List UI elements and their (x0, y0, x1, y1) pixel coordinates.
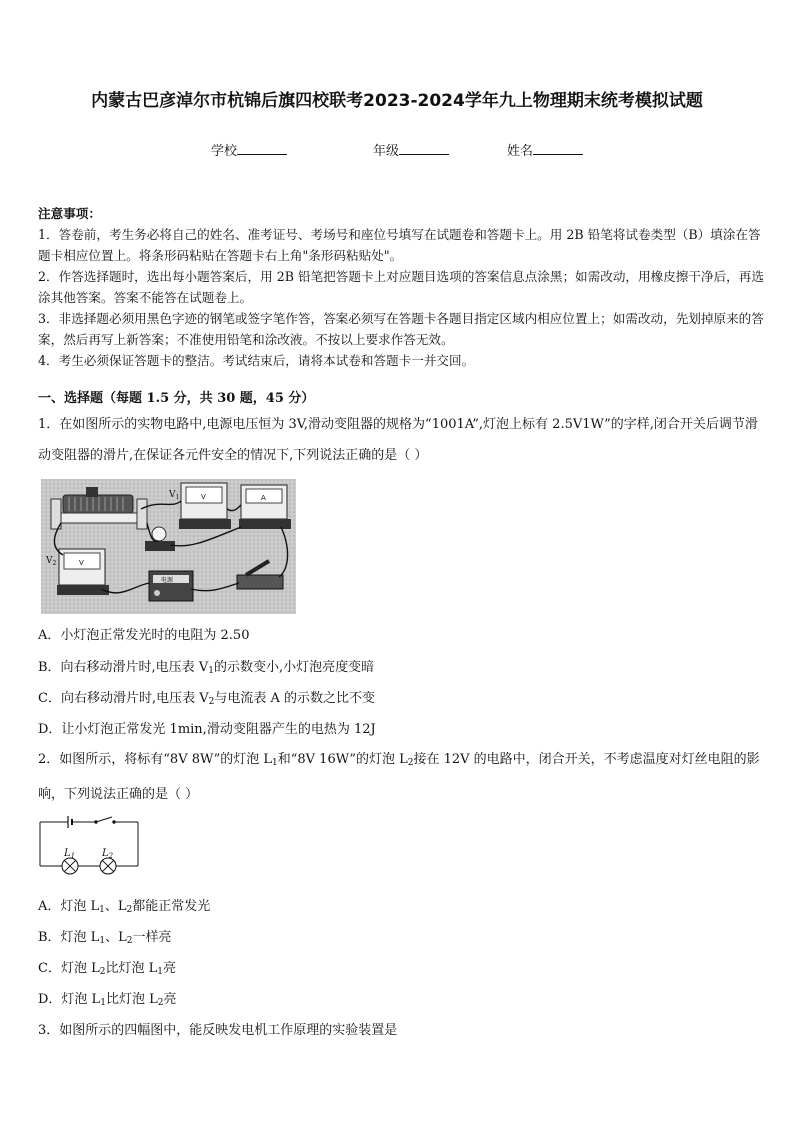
q1-option-c-sub: 2 (208, 697, 215, 707)
q2-stem-part-2: 和“8V 16W”的灯泡 L (277, 752, 408, 767)
name-label: 姓名 (507, 144, 534, 159)
notice-heading: 注意事项： (38, 206, 101, 221)
q2-option-a-text-2: 、L (104, 899, 127, 914)
q1-circuit-photo (41, 479, 296, 614)
l2-label: L (102, 848, 109, 859)
notice-item: 1．答卷前，考生务必将自己的姓名、准考证号、考场号和座位号填写在试题卷和答题卡上。用 2B 铅笔将试卷类型（B）填涂在答题卡相应位置上。将条形码粘贴在答题卡右上角"条形码粘贴处"。 (38, 227, 761, 263)
q2-option-b-text-3: 一样亮 (132, 930, 172, 945)
q2-option-c-text: C．灯泡 L (38, 961, 100, 976)
q2-option-b-text: B．灯泡 L (38, 930, 100, 945)
question-2-stem (38, 744, 760, 810)
q2-option-a-sub-1: 1 (99, 905, 105, 915)
question-1-stem: 1．在如图所示的实物电路中,电源电压恒为 3V,滑动变阻器的规格为“1001A”,灯泡上标有 2.5V1W”的字样,闭合开关后调节滑动变阻器的滑片,在保证各元件安全的情况下,下列说法正确的是（ ） (38, 417, 758, 463)
school-blank (237, 141, 287, 155)
q2-option-d-sub-2: 2 (157, 998, 164, 1008)
q2-option-c-text-2: 比灯泡 L (105, 961, 158, 976)
l2-sub-label: 2 (108, 852, 114, 860)
q1-option-a: A．小灯泡正常发光时的电阻为 2.50 (38, 628, 250, 643)
q2-stem-part-1: 2．如图所示，将标有“8V 8W”的灯泡 L (38, 752, 272, 767)
question-3-stem: 3．如图所示的四幅图中，能反映发电机工作原理的实验装置是 (38, 1023, 398, 1038)
grade-field (373, 140, 449, 159)
student-info-fields (0, 140, 794, 160)
v2-label: V (46, 556, 53, 566)
q2-option-b-text-2: 、L (105, 930, 127, 945)
q1-option-b (38, 656, 374, 676)
q2-stem-part-3: 接在 12V 的电路中，闭合开关，不考虑温度对灯丝电阻的影响，下列说法正确的是（ ） (38, 752, 760, 802)
q2-option-a-sub-2: 2 (126, 905, 133, 915)
name-blank (533, 141, 583, 155)
grade-blank (399, 141, 449, 155)
q1-option-c-text-2: 与电流表 A 的示数之比不变 (214, 691, 375, 706)
school-label: 学校 (211, 144, 238, 159)
q2-stem-sub-2: 2 (407, 758, 414, 768)
q2-option-d-text-3: 亮 (163, 992, 177, 1007)
q2-option-d-sub-1: 1 (100, 998, 106, 1008)
l1-label: L (64, 848, 71, 859)
q2-option-d-text: D．灯泡 L (38, 992, 101, 1007)
v2-sub-label: 2 (52, 560, 57, 567)
q2-circuit-diagram (38, 814, 142, 876)
q2-option-a-text-3: 都能正常发光 (132, 899, 211, 914)
notice-block (38, 203, 768, 371)
l1-sub-label: 1 (70, 852, 76, 860)
v1-sub-label: 1 (175, 494, 180, 501)
q1-option-b-text-2: 的示数变小,小灯泡亮度变暗 (213, 660, 375, 675)
grade-label: 年级 (373, 144, 400, 159)
q2-option-b (38, 926, 171, 946)
notice-item: 4．考生必须保证答题卡的整洁。考试结束后，请将本试卷和答题卡一并交回。 (38, 353, 475, 368)
section-heading: 一、选择题（每题 1.5 分，共 30 题，45 分） (38, 391, 315, 406)
q2-option-c-sub-1: 2 (99, 967, 106, 977)
power-source-label: 电源 (161, 577, 174, 584)
v2-meter-letter: V (79, 559, 84, 567)
q2-option-a (38, 895, 210, 915)
svg-text:L1 (63, 848, 75, 860)
q1-option-b-text: B．向右移动滑片时,电压表 V (38, 660, 209, 675)
q2-option-b-sub-2: 2 (126, 936, 133, 946)
v1-meter-letter: V (201, 493, 206, 501)
q2-option-b-sub-1: 1 (99, 936, 106, 946)
notice-item: 2．作答选择题时，选出每小题答案后，用 2B 铅笔把答题卡上对应题目选项的答案信息点涂黑；如需改动，用橡皮擦干净后，再选涂其他答案。答案不能答在试题卷上。 (38, 269, 764, 305)
v1-label: V (169, 490, 176, 500)
q1-option-c (38, 687, 375, 707)
ammeter-letter: A (261, 494, 266, 502)
notice-item: 3．非选择题必须用黑色字迹的钢笔或签字笔作答，答案必须写在答题卡各题目指定区域内相应位置上；如需改动，先划掉原来的答案，然后再写上新答案；不准使用铅笔和涂改液。不按以上要求作答无效。 (38, 311, 764, 347)
page-title: 内蒙古巴彦淖尔市杭锦后旗四校联考2023-2024学年九上物理期末统考模拟试题 (91, 91, 703, 111)
q2-option-d-text-2: 比灯泡 L (105, 992, 158, 1007)
q2-option-d (38, 988, 176, 1008)
q2-option-a-text: A．灯泡 L (38, 899, 100, 914)
q1-option-d: D．让小灯泡正常发光 1min,滑动变阻器产生的电热为 12J (38, 722, 376, 737)
q2-option-c-sub-2: 1 (157, 967, 163, 977)
school-field (211, 140, 287, 159)
q1-option-c-text: C．向右移动滑片时,电压表 V (38, 691, 209, 706)
q2-stem-sub-1: 1 (272, 758, 278, 768)
q2-option-c-text-3: 亮 (162, 961, 176, 976)
name-field (507, 140, 583, 159)
q1-option-b-sub: 1 (208, 666, 214, 676)
svg-text:L2 (101, 848, 114, 860)
q2-option-c (38, 957, 176, 977)
